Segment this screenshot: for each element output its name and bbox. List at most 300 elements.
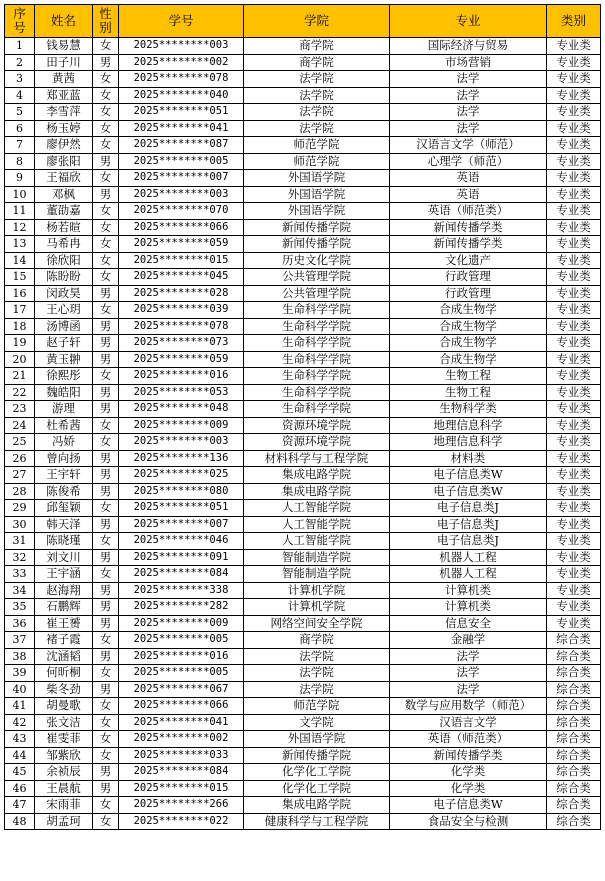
cell-name: 杜希茜: [35, 417, 93, 434]
cell-name: 赵海翔: [35, 582, 93, 599]
cell-major: 电子信息类J: [390, 516, 547, 533]
table-row: [5, 615, 601, 632]
cell-name: 邹紫欣: [35, 747, 93, 764]
cell-gender: 女: [93, 533, 119, 550]
cell-college: 法学院: [244, 120, 390, 137]
cell-name: 曾向扬: [35, 450, 93, 467]
cell-gender: 女: [93, 632, 119, 649]
cell-major: 法学: [390, 648, 547, 665]
cell-gender: 女: [93, 434, 119, 451]
cell-name: 赵子轩: [35, 335, 93, 352]
table-row: [5, 269, 601, 286]
cell-name: 王心玥: [35, 302, 93, 319]
cell-college: 外国语学院: [244, 186, 390, 203]
cell-name: 汤博函: [35, 318, 93, 335]
cell-gender: 女: [93, 747, 119, 764]
cell-name: 陈晓瑾: [35, 533, 93, 550]
table-row: [5, 516, 601, 533]
header-no: 序 号: [5, 5, 35, 38]
table-row: [5, 236, 601, 253]
cell-gender: 男: [93, 384, 119, 401]
table-header: [5, 5, 601, 38]
table-row: [5, 533, 601, 550]
cell-student-id: 2025********033: [119, 747, 244, 764]
cell-name: 韩天泽: [35, 516, 93, 533]
cell-student-id: 2025********002: [119, 731, 244, 748]
cell-category: 专业类: [547, 599, 601, 616]
cell-student-id: 2025********002: [119, 54, 244, 71]
cell-gender: 女: [93, 71, 119, 88]
cell-category: 综合类: [547, 780, 601, 797]
cell-major: 文化遗产: [390, 252, 547, 269]
cell-category: 综合类: [547, 747, 601, 764]
table-row: [5, 731, 601, 748]
cell-name: 余祯辰: [35, 764, 93, 781]
cell-student-id: 2025********003: [119, 186, 244, 203]
table-row: [5, 104, 601, 121]
cell-student-id: 2025********009: [119, 417, 244, 434]
cell-college: 法学院: [244, 87, 390, 104]
cell-major: 机器人工程: [390, 566, 547, 583]
table-row: [5, 797, 601, 814]
cell-name: 张文洁: [35, 714, 93, 731]
cell-no: 4: [5, 87, 35, 104]
cell-no: 35: [5, 599, 35, 616]
cell-no: 34: [5, 582, 35, 599]
cell-category: 专业类: [547, 54, 601, 71]
cell-major: 心理学（师范）: [390, 153, 547, 170]
cell-major: 食品安全与检测: [390, 813, 547, 830]
cell-student-id: 2025********007: [119, 516, 244, 533]
cell-student-id: 2025********005: [119, 632, 244, 649]
table-row: [5, 351, 601, 368]
cell-no: 33: [5, 566, 35, 583]
cell-name: 陈盼盼: [35, 269, 93, 286]
cell-major: 合成生物学: [390, 335, 547, 352]
cell-name: 褚子霞: [35, 632, 93, 649]
cell-gender: 男: [93, 351, 119, 368]
cell-student-id: 2025********078: [119, 318, 244, 335]
header-college: 学院: [244, 5, 390, 38]
cell-category: 专业类: [547, 335, 601, 352]
table-row: [5, 599, 601, 616]
cell-college: 历史文化学院: [244, 252, 390, 269]
cell-category: 综合类: [547, 731, 601, 748]
cell-no: 32: [5, 549, 35, 566]
cell-name: 杨若暄: [35, 219, 93, 236]
cell-student-id: 2025********066: [119, 698, 244, 715]
cell-gender: 女: [93, 120, 119, 137]
table-row: [5, 302, 601, 319]
table-row: [5, 747, 601, 764]
cell-gender: 男: [93, 54, 119, 71]
table-row: [5, 500, 601, 517]
cell-category: 专业类: [547, 582, 601, 599]
cell-name: 胡孟珂: [35, 813, 93, 830]
cell-major: 地理信息科学: [390, 434, 547, 451]
cell-college: 智能制造学院: [244, 549, 390, 566]
cell-college: 新闻传播学院: [244, 747, 390, 764]
cell-name: 邱玺颖: [35, 500, 93, 517]
cell-name: 李雪萍: [35, 104, 93, 121]
cell-major: 法学: [390, 665, 547, 682]
table-row: [5, 434, 601, 451]
cell-major: 行政管理: [390, 269, 547, 286]
cell-college: 生命科学学院: [244, 384, 390, 401]
cell-gender: 男: [93, 681, 119, 698]
cell-major: 机器人工程: [390, 549, 547, 566]
cell-student-id: 2025********005: [119, 665, 244, 682]
cell-student-id: 2025********053: [119, 384, 244, 401]
cell-category: 专业类: [547, 516, 601, 533]
cell-name: 何昕桐: [35, 665, 93, 682]
cell-name: 魏皓阳: [35, 384, 93, 401]
table-row: [5, 71, 601, 88]
cell-major: 国际经济与贸易: [390, 38, 547, 55]
student-table-container: [4, 4, 600, 830]
cell-gender: 男: [93, 467, 119, 484]
cell-college: 生命科学学院: [244, 318, 390, 335]
cell-no: 5: [5, 104, 35, 121]
cell-category: 专业类: [547, 137, 601, 154]
cell-name: 邓枫: [35, 186, 93, 203]
cell-no: 22: [5, 384, 35, 401]
cell-college: 生命科学学院: [244, 335, 390, 352]
cell-major: 英语: [390, 170, 547, 187]
cell-no: 38: [5, 648, 35, 665]
table-row: [5, 681, 601, 698]
cell-no: 42: [5, 714, 35, 731]
cell-category: 综合类: [547, 665, 601, 682]
cell-major: 法学: [390, 681, 547, 698]
cell-category: 专业类: [547, 615, 601, 632]
cell-major: 材料类: [390, 450, 547, 467]
cell-student-id: 2025********016: [119, 648, 244, 665]
cell-student-id: 2025********338: [119, 582, 244, 599]
cell-gender: 男: [93, 582, 119, 599]
cell-college: 商学院: [244, 632, 390, 649]
cell-student-id: 2025********039: [119, 302, 244, 319]
header-id: 学号: [119, 5, 244, 38]
cell-name: 石鹏辉: [35, 599, 93, 616]
cell-student-id: 2025********005: [119, 153, 244, 170]
cell-gender: 男: [93, 450, 119, 467]
cell-major: 金融学: [390, 632, 547, 649]
cell-student-id: 2025********073: [119, 335, 244, 352]
cell-college: 智能制造学院: [244, 566, 390, 583]
cell-college: 公共管理学院: [244, 269, 390, 286]
cell-major: 法学: [390, 71, 547, 88]
table-row: [5, 450, 601, 467]
cell-student-id: 2025********136: [119, 450, 244, 467]
cell-category: 专业类: [547, 500, 601, 517]
cell-category: 专业类: [547, 269, 601, 286]
cell-college: 人工智能学院: [244, 516, 390, 533]
cell-category: 专业类: [547, 236, 601, 253]
cell-student-id: 2025********084: [119, 764, 244, 781]
cell-name: 廖张阳: [35, 153, 93, 170]
cell-college: 外国语学院: [244, 731, 390, 748]
cell-category: 综合类: [547, 764, 601, 781]
header-category: 类别: [547, 5, 601, 38]
cell-name: 胡曼歌: [35, 698, 93, 715]
cell-student-id: 2025********041: [119, 714, 244, 731]
table-row: [5, 170, 601, 187]
table-row: [5, 665, 601, 682]
cell-no: 11: [5, 203, 35, 220]
cell-category: 专业类: [547, 38, 601, 55]
cell-name: 郑亚蓝: [35, 87, 93, 104]
cell-name: 钱易慧: [35, 38, 93, 55]
cell-no: 7: [5, 137, 35, 154]
cell-student-id: 2025********015: [119, 252, 244, 269]
cell-student-id: 2025********091: [119, 549, 244, 566]
cell-college: 健康科学与工程学院: [244, 813, 390, 830]
cell-no: 26: [5, 450, 35, 467]
cell-major: 数学与应用数学（师范）: [390, 698, 547, 715]
cell-no: 47: [5, 797, 35, 814]
cell-category: 专业类: [547, 186, 601, 203]
cell-gender: 女: [93, 797, 119, 814]
cell-gender: 男: [93, 516, 119, 533]
cell-no: 14: [5, 252, 35, 269]
cell-major: 新闻传播学类: [390, 219, 547, 236]
cell-student-id: 2025********282: [119, 599, 244, 616]
header-name: 姓名: [35, 5, 93, 38]
cell-name: 董劭嘉: [35, 203, 93, 220]
table-row: [5, 38, 601, 55]
cell-college: 外国语学院: [244, 170, 390, 187]
cell-college: 化学化工学院: [244, 764, 390, 781]
cell-gender: 女: [93, 87, 119, 104]
cell-major: 化学类: [390, 764, 547, 781]
cell-college: 集成电路学院: [244, 797, 390, 814]
cell-no: 23: [5, 401, 35, 418]
cell-college: 文学院: [244, 714, 390, 731]
cell-category: 综合类: [547, 648, 601, 665]
cell-major: 汉语言文学: [390, 714, 547, 731]
student-table: [4, 4, 601, 830]
cell-category: 专业类: [547, 467, 601, 484]
cell-name: 杨玉婷: [35, 120, 93, 137]
table-row: [5, 566, 601, 583]
cell-gender: 男: [93, 401, 119, 418]
cell-college: 化学化工学院: [244, 780, 390, 797]
cell-student-id: 2025********266: [119, 797, 244, 814]
cell-major: 计算机类: [390, 599, 547, 616]
cell-major: 市场营销: [390, 54, 547, 71]
cell-category: 专业类: [547, 153, 601, 170]
cell-category: 综合类: [547, 681, 601, 698]
cell-no: 39: [5, 665, 35, 682]
cell-name: 陈俊希: [35, 483, 93, 500]
cell-college: 计算机学院: [244, 599, 390, 616]
cell-student-id: 2025********015: [119, 780, 244, 797]
cell-college: 法学院: [244, 648, 390, 665]
cell-gender: 男: [93, 285, 119, 302]
cell-category: 专业类: [547, 434, 601, 451]
table-row: [5, 153, 601, 170]
cell-no: 9: [5, 170, 35, 187]
cell-name: 崔王赟: [35, 615, 93, 632]
cell-college: 商学院: [244, 54, 390, 71]
cell-no: 41: [5, 698, 35, 715]
cell-student-id: 2025********040: [119, 87, 244, 104]
cell-no: 21: [5, 368, 35, 385]
cell-student-id: 2025********003: [119, 38, 244, 55]
cell-gender: 男: [93, 648, 119, 665]
cell-college: 网络空间安全学院: [244, 615, 390, 632]
cell-gender: 男: [93, 615, 119, 632]
cell-student-id: 2025********051: [119, 104, 244, 121]
table-row: [5, 87, 601, 104]
cell-no: 36: [5, 615, 35, 632]
cell-college: 外国语学院: [244, 203, 390, 220]
cell-major: 英语（师范类）: [390, 203, 547, 220]
cell-major: 新闻传播学类: [390, 747, 547, 764]
cell-college: 集成电路学院: [244, 467, 390, 484]
cell-name: 王宇轩: [35, 467, 93, 484]
cell-category: 专业类: [547, 104, 601, 121]
cell-major: 信息安全: [390, 615, 547, 632]
cell-student-id: 2025********070: [119, 203, 244, 220]
cell-gender: 男: [93, 764, 119, 781]
cell-no: 17: [5, 302, 35, 319]
cell-no: 13: [5, 236, 35, 253]
cell-no: 29: [5, 500, 35, 517]
cell-major: 行政管理: [390, 285, 547, 302]
cell-college: 生命科学学院: [244, 351, 390, 368]
table-row: [5, 549, 601, 566]
cell-category: 综合类: [547, 714, 601, 731]
cell-student-id: 2025********080: [119, 483, 244, 500]
cell-student-id: 2025********022: [119, 813, 244, 830]
cell-gender: 女: [93, 269, 119, 286]
cell-student-id: 2025********048: [119, 401, 244, 418]
cell-major: 法学: [390, 87, 547, 104]
cell-gender: 男: [93, 599, 119, 616]
table-row: [5, 648, 601, 665]
cell-gender: 女: [93, 566, 119, 583]
cell-major: 英语（师范类）: [390, 731, 547, 748]
cell-gender: 男: [93, 335, 119, 352]
cell-major: 生物工程: [390, 368, 547, 385]
cell-college: 商学院: [244, 38, 390, 55]
cell-no: 6: [5, 120, 35, 137]
cell-name: 王晨航: [35, 780, 93, 797]
cell-gender: 女: [93, 137, 119, 154]
cell-major: 计算机类: [390, 582, 547, 599]
cell-name: 刘文川: [35, 549, 93, 566]
cell-no: 20: [5, 351, 35, 368]
cell-gender: 女: [93, 731, 119, 748]
cell-category: 综合类: [547, 698, 601, 715]
cell-name: 游理: [35, 401, 93, 418]
cell-category: 专业类: [547, 170, 601, 187]
table-row: [5, 401, 601, 418]
cell-major: 电子信息类W: [390, 467, 547, 484]
cell-no: 10: [5, 186, 35, 203]
cell-gender: 男: [93, 483, 119, 500]
cell-no: 44: [5, 747, 35, 764]
cell-major: 合成生物学: [390, 302, 547, 319]
cell-category: 专业类: [547, 285, 601, 302]
table-body: [5, 38, 601, 830]
cell-major: 合成生物学: [390, 351, 547, 368]
cell-college: 法学院: [244, 104, 390, 121]
cell-no: 12: [5, 219, 35, 236]
cell-gender: 女: [93, 500, 119, 517]
cell-gender: 女: [93, 714, 119, 731]
cell-no: 2: [5, 54, 35, 71]
cell-category: 专业类: [547, 533, 601, 550]
table-row: [5, 813, 601, 830]
table-row: [5, 137, 601, 154]
cell-no: 28: [5, 483, 35, 500]
table-row: [5, 368, 601, 385]
cell-college: 师范学院: [244, 698, 390, 715]
cell-major: 电子信息类W: [390, 797, 547, 814]
cell-college: 资源环境学院: [244, 434, 390, 451]
cell-no: 30: [5, 516, 35, 533]
cell-student-id: 2025********025: [119, 467, 244, 484]
cell-gender: 女: [93, 417, 119, 434]
cell-student-id: 2025********028: [119, 285, 244, 302]
cell-college: 公共管理学院: [244, 285, 390, 302]
cell-student-id: 2025********078: [119, 71, 244, 88]
cell-category: 专业类: [547, 71, 601, 88]
cell-student-id: 2025********007: [119, 170, 244, 187]
table-row: [5, 186, 601, 203]
table-row: [5, 335, 601, 352]
cell-major: 电子信息类W: [390, 483, 547, 500]
cell-no: 46: [5, 780, 35, 797]
cell-college: 计算机学院: [244, 582, 390, 599]
header-major: 专业: [390, 5, 547, 38]
cell-student-id: 2025********046: [119, 533, 244, 550]
cell-name: 闵政昊: [35, 285, 93, 302]
cell-college: 人工智能学院: [244, 533, 390, 550]
cell-category: 专业类: [547, 384, 601, 401]
cell-student-id: 2025********051: [119, 500, 244, 517]
cell-category: 专业类: [547, 302, 601, 319]
cell-category: 专业类: [547, 549, 601, 566]
cell-student-id: 2025********009: [119, 615, 244, 632]
table-row: [5, 417, 601, 434]
table-row: [5, 384, 601, 401]
cell-college: 生命科学学院: [244, 302, 390, 319]
table-row: [5, 252, 601, 269]
cell-no: 27: [5, 467, 35, 484]
cell-student-id: 2025********066: [119, 219, 244, 236]
table-row: [5, 120, 601, 137]
cell-category: 专业类: [547, 368, 601, 385]
cell-category: 综合类: [547, 632, 601, 649]
cell-name: 柴冬劲: [35, 681, 93, 698]
cell-major: 生物工程: [390, 384, 547, 401]
cell-no: 19: [5, 335, 35, 352]
cell-category: 专业类: [547, 120, 601, 137]
cell-gender: 男: [93, 186, 119, 203]
cell-category: 专业类: [547, 351, 601, 368]
header-row: [5, 5, 601, 38]
cell-name: 廖伊然: [35, 137, 93, 154]
table-row: [5, 582, 601, 599]
table-row: [5, 203, 601, 220]
cell-major: 地理信息科学: [390, 417, 547, 434]
cell-major: 电子信息类J: [390, 533, 547, 550]
cell-major: 化学类: [390, 780, 547, 797]
